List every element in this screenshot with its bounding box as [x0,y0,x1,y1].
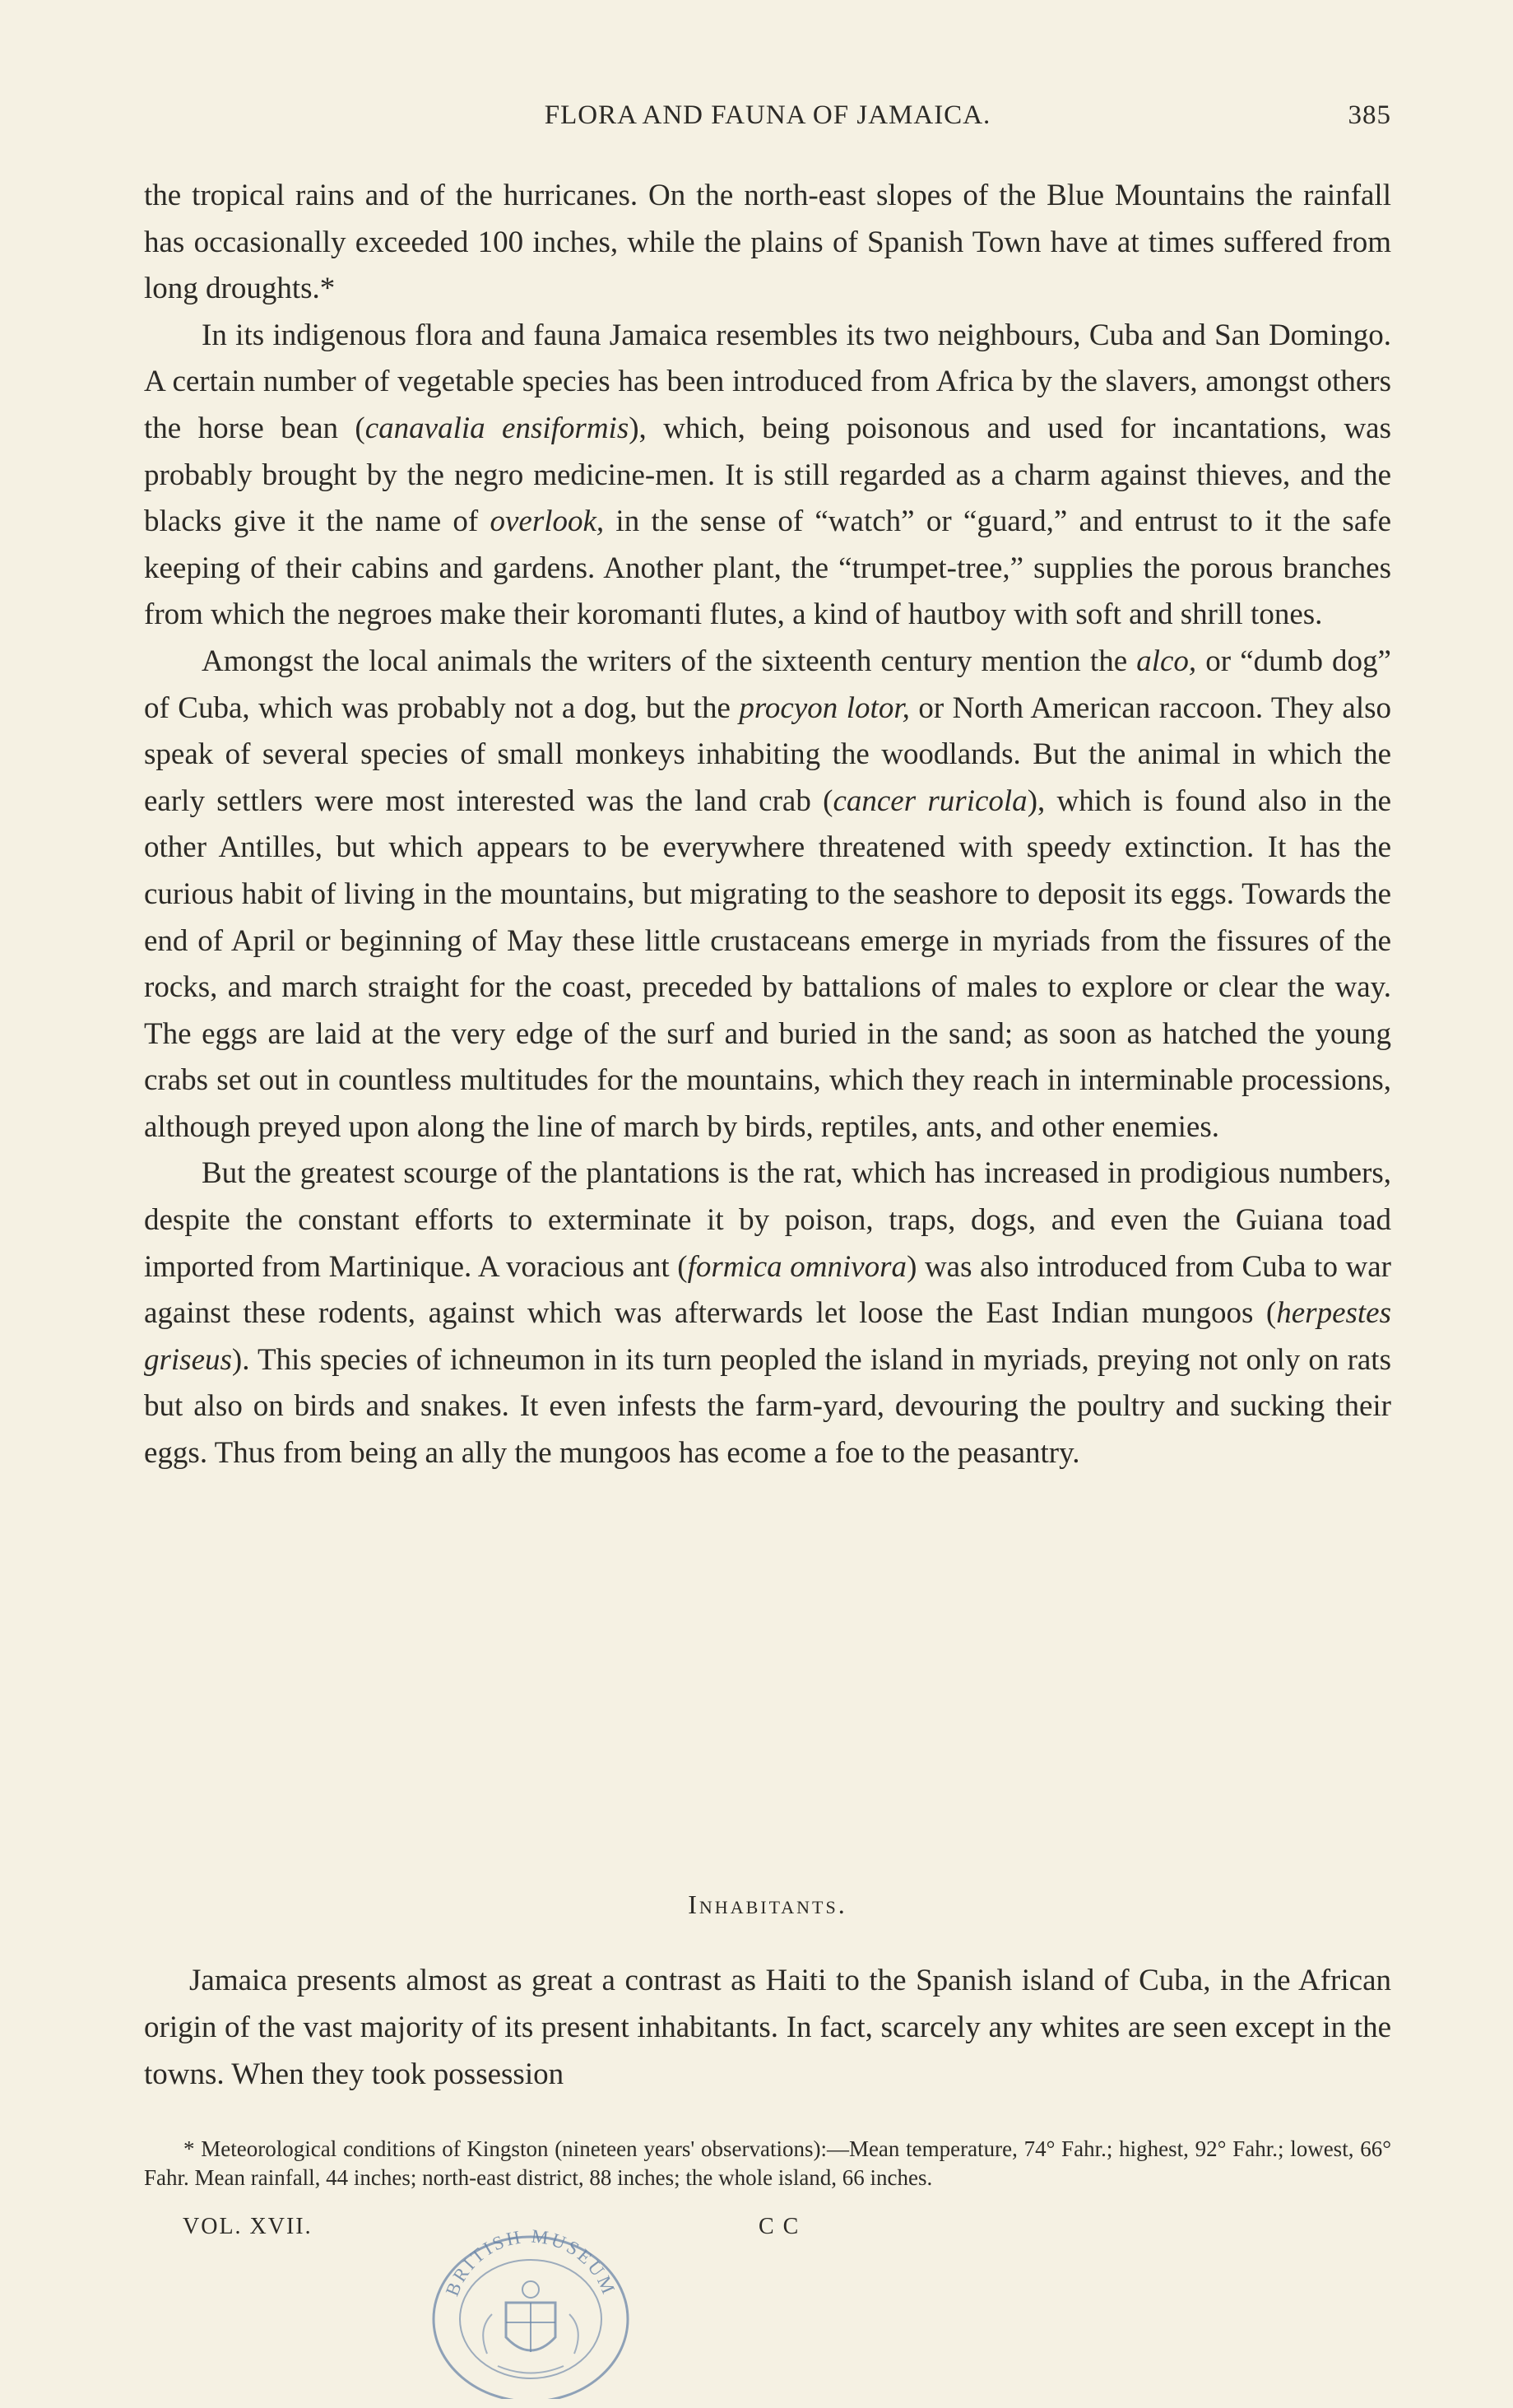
paragraph-text: or “dumb dog” of Cuba, which was probably not a dog, but the [144,644,1391,725]
signature-mark: C C [759,2214,801,2239]
footnote-text: * Meteorological conditions of Kingston (nineteen years' observations):—Mean temperature, 74° Fahr.; highest, 92° Fahr.; lowest, 66° Fahr. Mean rainfall, 44 inches; north-east district, 88 inches; the whole island, 66 inches. [144,2136,1391,2190]
stamp-text: BRITISH MUSEUM [441,2225,620,2299]
paragraph-text: in the sense of “watch” or “guard,” and entrust to it the safe keeping of their cabins and gardens. Another plant, the “trumpet-tree,” supplies the porous branches from which the negroes make their koromanti flutes, a kind of hautboy with soft and shrill tones. [144,504,1392,632]
paragraph-text: In its indigenous flora and fauna Jamaica resembles its two neighbours, Cuba and San Domingo. A certain number of vegetable species has been introduced from Africa by the slavers, amongst others the horse bean ( [144,318,1391,445]
paragraph-text: or North American raccoon. They also speak of several species of small monkeys inhabiting the woodlands. But the animal in which the early settlers were most interested was the land crab ( [144,690,1392,818]
paragraph-1 [144,173,1391,313]
signature-line [183,2214,1334,2263]
running-title: FLORA AND FAUNA OF JAMAICA. [544,100,991,130]
paragraph-text: ), which is found also in the other Antilles, but which appears to be everywhere threatened with speedy extinction. It has the curious habit of living in the mountains, but migrating to the seashore to deposit its eggs. Towards the end of April or beginning of May these little crustaceans emerge in myriads from the fissures of the rocks, and march straight for the coast, preceded by battalions of males to explore or clear the way. The eggs are laid at the very edge of the surf and buried in the sand; as soon as hatched the young crabs set out in countless multitudes for the mountains, which they reach in interminable processions, although preyed upon along the line of march by birds, reptiles, ants, and other enemies. [144,783,1391,1144]
section-heading: Inhabitants. [688,1890,847,1919]
paragraph-3 [144,639,1391,1151]
british-museum-stamp-icon [411,2222,650,2399]
italic-term: herpestes griseus [144,1296,1391,1377]
italic-term: alco, [1136,644,1197,678]
paragraph-text: Amongst the local animals the writers of the sixteenth century mention the [202,644,1137,678]
italic-term: procyon lotor, [739,690,910,725]
paragraph-text: ), which, being poisonous and used for incantations, was probably brought by the negro medicine-men. It is still regarded as a charm against thieves, and the blacks give it the name of [144,411,1391,539]
main-text [144,173,1391,1477]
italic-term: overlook, [490,504,605,539]
volume-mark: VOL. XVII. [183,2214,313,2239]
paragraph-text: ). This species of ichneumon in its turn peopled the island in myriads, preying not only on rats but also on birds and snakes. It even infests the farm-yard, devouring the poultry and sucking their eggs. Thus from being an ally the mungoos has ecome a foe to the peasantry. [144,1342,1391,1471]
italic-term: formica omnivora [687,1249,907,1284]
paragraph-text: ) was also introduced from Cuba to war against these rodents, against which was afterwards let loose the East Indian mungoos ( [144,1249,1391,1331]
page-number: 385 [1348,100,1391,130]
italic-term: cancer ruricola [833,783,1028,818]
paragraph-text: the tropical rains and of the hurricanes. On the north-east slopes of the Blue Mountains the rainfall has occasionally exceeded 100 inches, while the plains of Spanish Town have at times suffered from long droughts.* [144,179,1391,306]
running-head [144,100,1391,142]
paragraph-2 [144,313,1391,639]
section-text [144,1957,1391,2098]
italic-term: canavalia ensiformis [364,411,629,445]
footnote [144,2135,1391,2192]
section-paragraph: Jamaica presents almost as great a contrast as Haiti to the Spanish island of Cuba, in the African origin of the vast majority of its present inhabitants. In fact, scarcely any whites are seen except in the towns. When they took possession [144,1964,1391,2091]
paragraph-text: But the greatest scourge of the plantations is the rat, which has increased in prodigious numbers, despite the constant efforts to exterminate it by poison, traps, dogs, and even the Guiana toad imported from Martinique. A voracious ant ( [144,1156,1391,1284]
paragraph-4 [144,1151,1391,1476]
